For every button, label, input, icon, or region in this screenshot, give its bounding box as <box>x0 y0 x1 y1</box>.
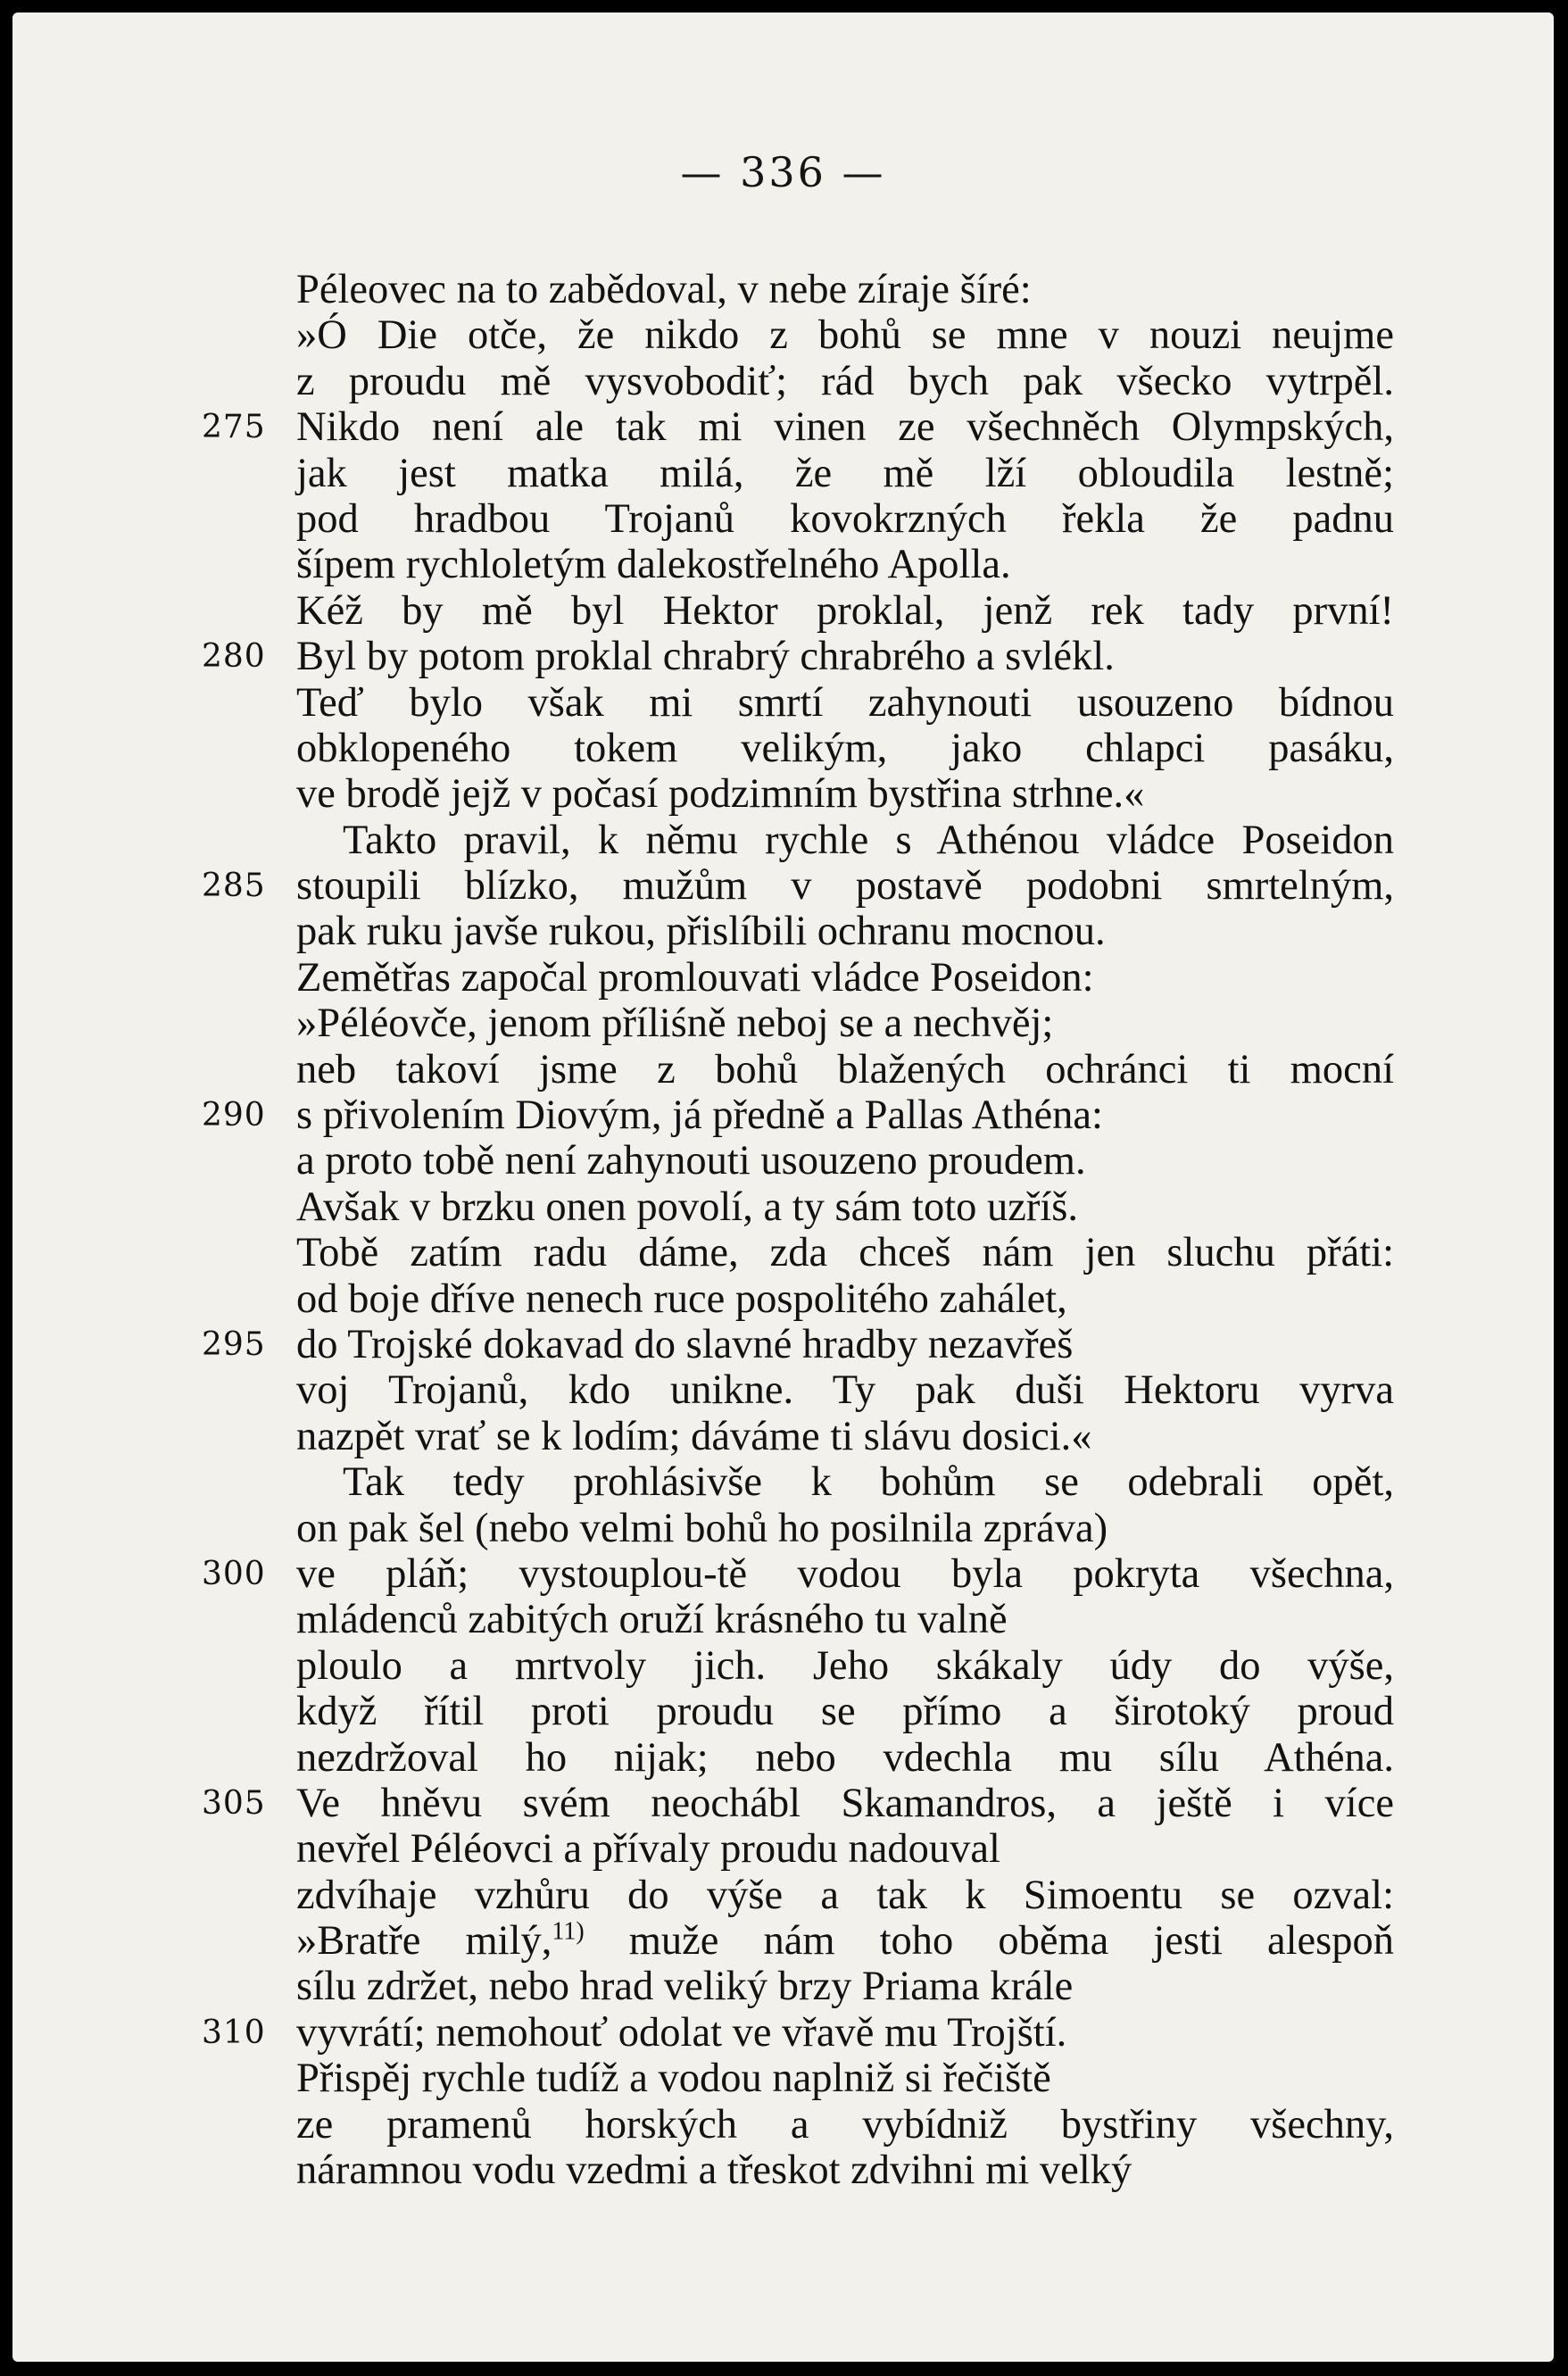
verse-line <box>12 1643 1554 1689</box>
verse-text: nazpět vrať se k lodím; dáváme ti slávu dosici.« <box>296 1413 1092 1459</box>
line-number: 305 <box>202 1784 266 1822</box>
verse-text: Byl by potom proklal chrabrý chrabrého a svlékl. <box>296 634 1115 680</box>
verse-line <box>12 1138 1554 1184</box>
verse-line <box>12 1918 1554 1964</box>
verse-line <box>12 909 1554 954</box>
verse-text: sílu zdržet, nebo hrad veliký brzy Priama krále <box>296 1964 1074 2010</box>
verse-line <box>12 2102 1554 2148</box>
verse-text: Zemětřas započal promlouvati vládce Poseidon: <box>296 954 1094 1001</box>
verse-text: z proudu mě vysvobodiť; rád bych pak všecko vytrpěl. <box>296 358 1394 404</box>
verse-text: ve brodě jejž v počasí podzimním bystřina strhne.« <box>296 771 1145 818</box>
verse-line <box>12 2056 1554 2101</box>
line-number: 290 <box>202 1097 266 1134</box>
verse-line <box>12 1230 1554 1275</box>
verse-text: mládenců zabitých oruží krásného tu valně <box>296 1597 1008 1643</box>
verse-line <box>12 863 1554 909</box>
line-number: 275 <box>202 409 266 446</box>
verse-line <box>12 634 1554 679</box>
verse-text: s přivolením Diovým, já předně a Pallas Athéna: <box>296 1092 1103 1139</box>
verse-line <box>12 359 1554 404</box>
verse-text: obklopeného tokem velikým, jako chlapci pasáku, <box>296 725 1394 771</box>
verse-line <box>12 1184 1554 1230</box>
verse-line <box>12 1964 1554 2009</box>
verse-line <box>12 1001 1554 1046</box>
verse-block <box>12 267 1554 2193</box>
line-number: 310 <box>202 2014 266 2051</box>
verse-text: Ve hněvu svém neochábl Skamandros, a ještě i více <box>296 1780 1394 1826</box>
verse-text: on pak šel (nebo velmi bohů ho posilnila zpráva) <box>296 1505 1108 1551</box>
verse-text: nevřel Péléovci a přívaly proudu nadouval <box>296 1826 1000 1873</box>
verse-text: Nikdo není ale tak mi vinen ze všechněch Olympských, <box>296 404 1394 451</box>
verse-text: nezdržoval ho nijak; nebo vdechla mu sílu Athéna. <box>296 1734 1394 1781</box>
verse-text: »Ó Die otče, že nikdo z bohů se mne v nouzi neujme <box>296 312 1394 359</box>
verse-line <box>12 404 1554 450</box>
verse-text: ploulo a mrtvoly jich. Jeho skákaly údy do výše, <box>296 1642 1394 1689</box>
verse-text: Tak tedy prohlásivše k bohům se odebrali opět, <box>343 1459 1394 1506</box>
verse-line <box>12 1873 1554 1918</box>
verse-line <box>12 680 1554 726</box>
verse-line <box>12 588 1554 634</box>
verse-line <box>12 496 1554 542</box>
verse-line <box>12 726 1554 771</box>
verse-line <box>12 1826 1554 1872</box>
verse-line <box>12 542 1554 587</box>
verse-text: Péleovec na to zabědoval, v nebe zíraje šíré: <box>296 267 1032 312</box>
line-number: 280 <box>202 638 266 676</box>
verse-line <box>12 1322 1554 1367</box>
verse-line <box>12 1689 1554 1734</box>
verse-text: Kéž by mě byl Hektor proklal, jenž rek tady první! <box>296 587 1394 634</box>
verse-line <box>12 1781 1554 1826</box>
verse-text: Tobě zatím radu dáme, zda chceš nám jen sluchu přáti: <box>296 1230 1394 1276</box>
verse-text: vyvrátí; nemohouť odolat ve vřavě mu Trojští. <box>296 2009 1067 2056</box>
verse-line <box>12 1459 1554 1505</box>
verse-text: pod hradbou Trojanů kovokrzných řekla že padnu <box>296 495 1394 542</box>
verse-text: když řítil proti proudu se přímo a širotoký proud <box>296 1689 1394 1735</box>
verse-text: »Péléovče, jenom příliśně neboj se a nechvěj; <box>296 1001 1054 1047</box>
verse-line <box>12 1367 1554 1413</box>
verse-text: šípem rychloletým dalekostřelného Apolla. <box>296 542 1011 588</box>
verse-text: Teď bylo však mi smrtí zahynouti usouzeno bídnou <box>296 679 1394 726</box>
verse-line <box>12 818 1554 863</box>
verse-text: jak jest matka milá, že mě lží obloudila lestně; <box>296 450 1394 496</box>
footnote-marker: 11) <box>552 1917 585 1946</box>
verse-text: »Bratře milý,$^{11)}$ muže nám toho oběma jesti alespoň <box>296 1917 1394 1965</box>
verse-text: stoupili blízko, mužům v postavě podobni smrtelným, <box>296 863 1394 910</box>
verse-text: Takto pravil, k němu rychle s Athénou vládce Poseidon <box>343 817 1394 863</box>
verse-line <box>12 1551 1554 1597</box>
verse-line <box>12 1735 1554 1781</box>
verse-line <box>12 1414 1554 1459</box>
verse-text: Avšak v brzku onen povolí, a ty sám toto uzříš. <box>296 1184 1079 1230</box>
verse-text: do Trojské dokavad do slavné hradby nezavřeš <box>296 1321 1074 1367</box>
line-number: 295 <box>202 1325 266 1363</box>
verse-text: Přispěj rychle tudíž a vodou naplniž si řečiště <box>296 2056 1051 2102</box>
verse-text: ze pramenů horských a vybídniž bystřiny všechny, <box>296 2101 1394 2148</box>
verse-line <box>12 1276 1554 1322</box>
page-number: — 336 — <box>680 148 886 196</box>
line-number: 285 <box>202 868 266 905</box>
verse-text: zdvíhaje vzhůru do výše a tak k Simoentu se ozval: <box>296 1872 1394 1918</box>
verse-line <box>12 451 1554 496</box>
verse-text: ve pláň; vystouplou-tě vodou byla pokryta všechna, <box>296 1550 1394 1597</box>
verse-line <box>12 2010 1554 2056</box>
verse-line <box>12 1506 1554 1551</box>
verse-line <box>12 955 1554 1001</box>
verse-line <box>12 1597 1554 1642</box>
verse-line <box>12 267 1554 312</box>
verse-text: neb takoví jsme z bohů blažených ochránci ti mocní <box>296 1046 1394 1092</box>
verse-line <box>12 2148 1554 2193</box>
line-number: 300 <box>202 1555 266 1592</box>
verse-text: náramnou vodu vzedmi a třeskot zdvihni mi velký <box>296 2148 1132 2194</box>
verse-text: od boje dříve nenech ruce pospolitého zahálet, <box>296 1275 1067 1322</box>
verse-text: voj Trojanů, kdo unikne. Ty pak duši Hektoru vyrva <box>296 1367 1394 1414</box>
verse-text: pak ruku javše rukou, přislíbili ochranu mocnou. <box>296 909 1106 955</box>
book-page <box>12 12 1554 2362</box>
verse-text: a proto tobě není zahynouti usouzeno proudem. <box>296 1138 1086 1184</box>
verse-line <box>12 1047 1554 1092</box>
verse-line <box>12 1092 1554 1138</box>
verse-line <box>12 771 1554 817</box>
verse-line <box>12 312 1554 358</box>
